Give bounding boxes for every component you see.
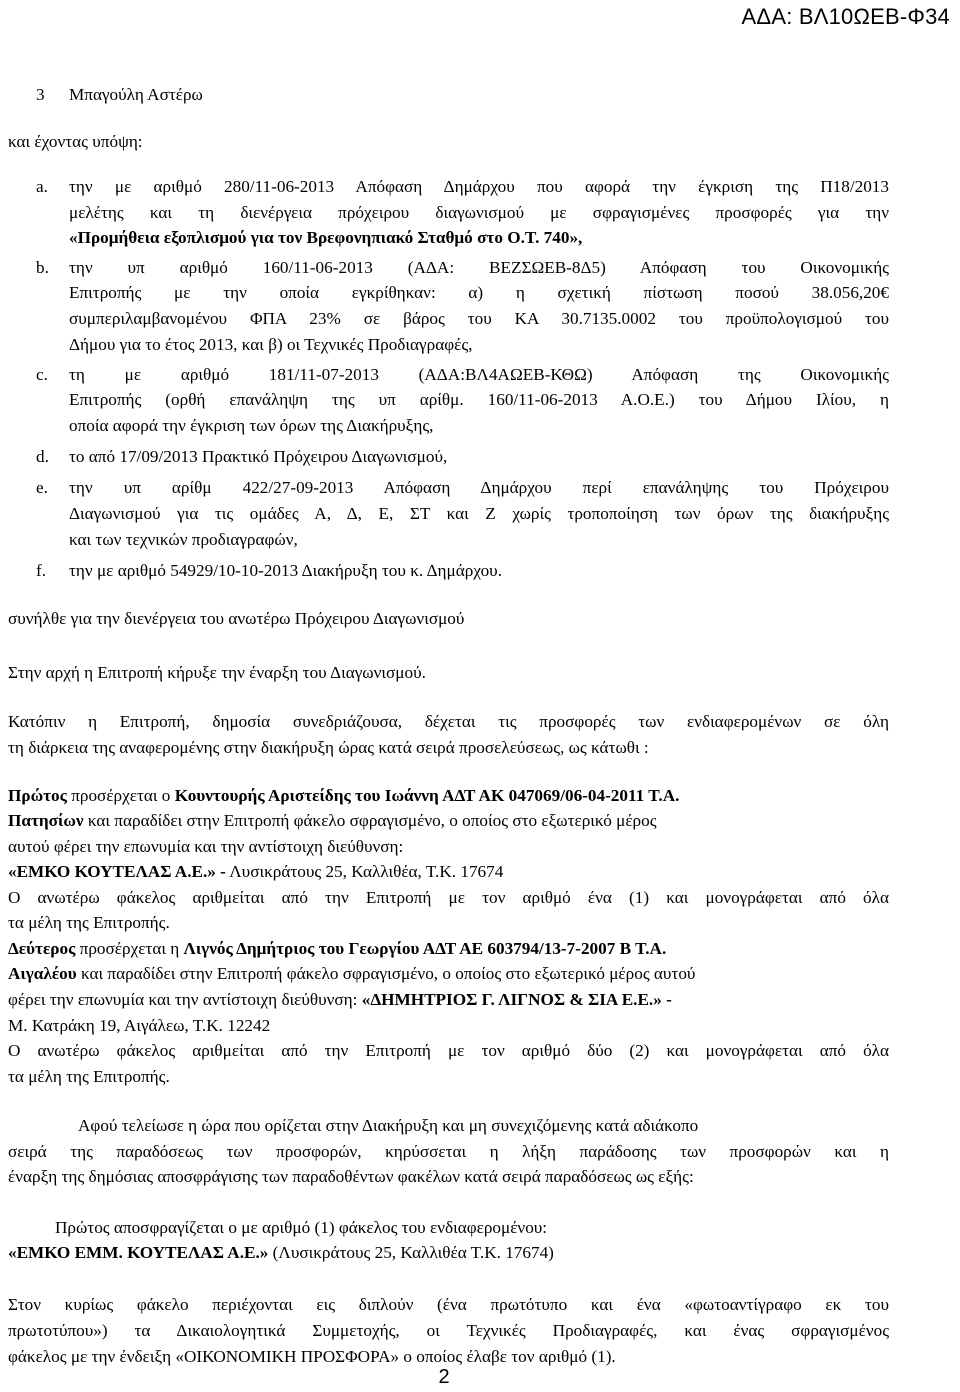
second-bidder-line <box>8 963 695 985</box>
first-bidder-line <box>8 810 657 832</box>
item-e-line: Διαγωνισμού για τις ομάδες Α, Δ, Ε, ΣΤ και Ζ χωρίς τροποποίηση των όρων της διακήρυξης <box>69 504 889 523</box>
member-number: 3 <box>36 85 45 104</box>
first-bidder-verb: προσέρχεται ο <box>66 786 175 805</box>
intake-paragraph-line: Κατόπιν η Επιτροπή, δημοσία συνεδριάζουσα, δέχεται τις προσφορές των ενδιαφερομένων σε όλη <box>8 712 889 731</box>
item-b-line: συμπεριλαμβανομένου ΦΠΑ 23% σε βάρος του ΚΑ 30.7135.0002 του προϋπολογισμού του <box>69 309 889 328</box>
convened-line: συνήλθε για την διενέργεια του ανωτέρω Πρόχειρου Διαγωνισμού <box>8 609 465 628</box>
item-a-line: «Προμήθεια εξοπλισμού για τον Βρεφονηπιακό Σταθμό στο Ο.Τ. 740», <box>69 228 583 247</box>
document-code: ΑΔΑ: ΒΛ10ΩΕΒ-Φ34 <box>741 4 950 29</box>
unsealing-address: (Λυσικράτους 25, Καλλιθέα Τ.Κ. 17674) <box>268 1243 554 1262</box>
item-b-marker: b. <box>36 258 49 277</box>
first-bidder-line: αυτού φέρει την επωνυμία και την αντίστοιχη διεύθυνση: <box>8 837 404 856</box>
contents-paragraph-line: πρωτοτύπου») τα Δικαιολογητικά Συμμετοχής, οι Τεχνικές Προδιαγραφές, και ένας σφραγισμένος <box>8 1321 889 1340</box>
second-bidder-note: τα μέλη της Επιτροπής. <box>8 1067 170 1086</box>
item-b-line: Επιτροπής με την οποία εγκρίθηκαν: α) η σχετική πίστωση ποσού 38.056,20€ <box>69 283 889 302</box>
first-bidder-name: Κουντουρής Αριστείδης του Ιωάννη ΑΔΤ ΑΚ 047069/06-04-2011 Τ.Α. <box>174 786 680 805</box>
first-bidder-city: Πατησίων <box>8 811 84 830</box>
item-e-line: και των τεχνικών προδιαγραφών, <box>69 530 298 549</box>
unsealing-line: Πρώτος αποσφραγίζεται ο με αριθμό (1) φάκελος του ενδιαφερομένου: <box>55 1218 548 1237</box>
item-d-marker: d. <box>36 447 49 466</box>
unsealing-company: «ΕΜΚΟ ΕΜΜ. ΚΟΥΤΕΛΑΣ Α.Ε.» <box>8 1243 269 1262</box>
second-bidder-city: Αιγαλέου <box>8 964 77 983</box>
first-bidder-line <box>8 861 503 883</box>
closing-paragraph-line: έναρξη της δημόσιας αποσφράγισης των παραδοθέντων φακέλων κατά σειρά παραδόσεως ως εξής: <box>8 1167 694 1186</box>
second-bidder-ordinal: Δεύτερος <box>8 939 76 958</box>
item-e-marker: e. <box>36 478 48 497</box>
considering-label: και έχοντας υπόψη: <box>8 132 143 151</box>
second-bidder-text: φέρει την επωνυμία και την αντίστοιχη διεύθυνση: <box>8 990 362 1009</box>
item-b-line: Δήμου για το έτος 2013, και β) οι Τεχνικές Προδιαγραφές, <box>69 335 473 354</box>
item-c-line: Επιτροπής (ορθή επανάληψη της υπ αρίθμ. 160/11-06-2013 Α.Ο.Ε.) του Δήμου Ιλίου, η <box>69 390 889 409</box>
item-f-marker: f. <box>36 561 47 580</box>
first-bidder-text: και παραδίδει στην Επιτροπή φάκελο σφραγισμένο, ο οποίος στο εξωτερικό μέρος <box>83 811 657 830</box>
second-bidder-name: Λιγνός Δημήτριος του Γεωργίου ΑΔΤ ΑΕ 603794/13-7-2007 Β Τ.Α. <box>183 939 667 958</box>
start-line: Στην αρχή η Επιτροπή κήρυξε την έναρξη του Διαγωνισμού. <box>8 663 426 682</box>
item-c-marker: c. <box>36 365 48 384</box>
item-b-line: την υπ αριθμό 160/11-06-2013 (ΑΔΑ: ΒΕΖΣΩΕΒ-8Δ5) Απόφαση του Οικονομικής <box>69 258 889 277</box>
closing-paragraph-line: Αφού τελείωσε η ώρα που ορίζεται στην Διακήρυξη και μη συνεχιζόμενης κατά αδιάκοπο <box>78 1116 699 1135</box>
second-bidder-address: Μ. Κατράκη 19, Αιγάλεω, Τ.Κ. 12242 <box>8 1016 271 1035</box>
second-bidder-verb: προσέρχεται η <box>75 939 184 958</box>
second-bidder-line <box>8 938 666 960</box>
item-d-line: το από 17/09/2013 Πρακτικό Πρόχειρου Διαγωνισμού, <box>69 447 448 466</box>
closing-paragraph-line: σειρά της παραδόσεως των προσφορών, κηρύσσεται η λήξη παράδοσης των προσφορών και η <box>8 1142 889 1161</box>
contents-paragraph-line: φάκελος με την ένδειξη «ΟΙΚΟΝΟΜΙΚΗ ΠΡΟΣΦΟΡΑ» ο οποίος έλαβε τον αριθμό (1). <box>8 1347 616 1366</box>
unsealing-company-line <box>8 1242 554 1264</box>
item-a-line: την με αριθμό 280/11-06-2013 Απόφαση Δημάρχου που αφορά την έγκριση της Π18/2013 <box>69 177 889 196</box>
second-bidder-line <box>8 989 672 1011</box>
item-c-line: οποία αφορά την έγκριση των όρων της Διακήρυξης, <box>69 416 434 435</box>
second-bidder-text: και παραδίδει στην Επιτροπή φάκελο σφραγισμένο, ο οποίος στο εξωτερικό μέρος αυτού <box>76 964 696 983</box>
first-bidder-company: «ΕΜΚΟ ΚΟΥΤΕΛΑΣ Α.Ε.» - <box>8 862 226 881</box>
first-bidder-note: τα μέλη της Επιτροπής. <box>8 913 170 932</box>
contents-paragraph-line: Στον κυρίως φάκελο περιέχονται εις διπλούν (ένα πρωτότυπο και ένα «φωτοαντίγραφο εκ του <box>8 1295 889 1314</box>
item-f-line: την με αριθμό 54929/10-10-2013 Διακήρυξη του κ. Δημάρχου. <box>69 561 502 580</box>
first-bidder-note: Ο ανωτέρω φάκελος αριθμείται από την Επιτροπή με τον αριθμό ένα (1) και μονογράφεται από όλα <box>8 888 889 907</box>
item-c-line: τη με αριθμό 181/11-07-2013 (ΑΔΑ:ΒΛ4ΑΩΕΒ-ΚΘΩ) Απόφαση της Οικονομικής <box>69 365 889 384</box>
item-a-marker: a. <box>36 177 48 196</box>
member-name: Μπαγούλη Αστέρω <box>69 85 203 104</box>
first-bidder-address: Λυσικράτους 25, Καλλιθέα, Τ.Κ. 17674 <box>225 862 504 881</box>
first-bidder-ordinal: Πρώτος <box>8 786 67 805</box>
first-bidder-line <box>8 785 679 807</box>
item-e-line: την υπ αρίθμ 422/27-09-2013 Απόφαση Δημάρχου περί επανάληψης του Πρόχειρου <box>69 478 889 497</box>
page-number: 2 <box>438 1366 450 1388</box>
item-a-line: μελέτης και τη διενέργεια πρόχειρου διαγωνισμού με σφραγισμένες προσφορές για την <box>69 203 889 222</box>
second-bidder-company: «ΔΗΜΗΤΡΙΟΣ Γ. ΛΙΓΝΟΣ & ΣΙΑ Ε.Ε.» - <box>361 990 672 1009</box>
second-bidder-note: Ο ανωτέρω φάκελος αριθμείται από την Επιτροπή με τον αριθμό δύο (2) και μονογράφεται από όλα <box>8 1041 889 1060</box>
intake-paragraph-line: τη διάρκεια της αναφερομένης στην διακήρυξη ώρας κατά σειρά προσελεύσεως, ως κάτωθι : <box>8 738 649 757</box>
